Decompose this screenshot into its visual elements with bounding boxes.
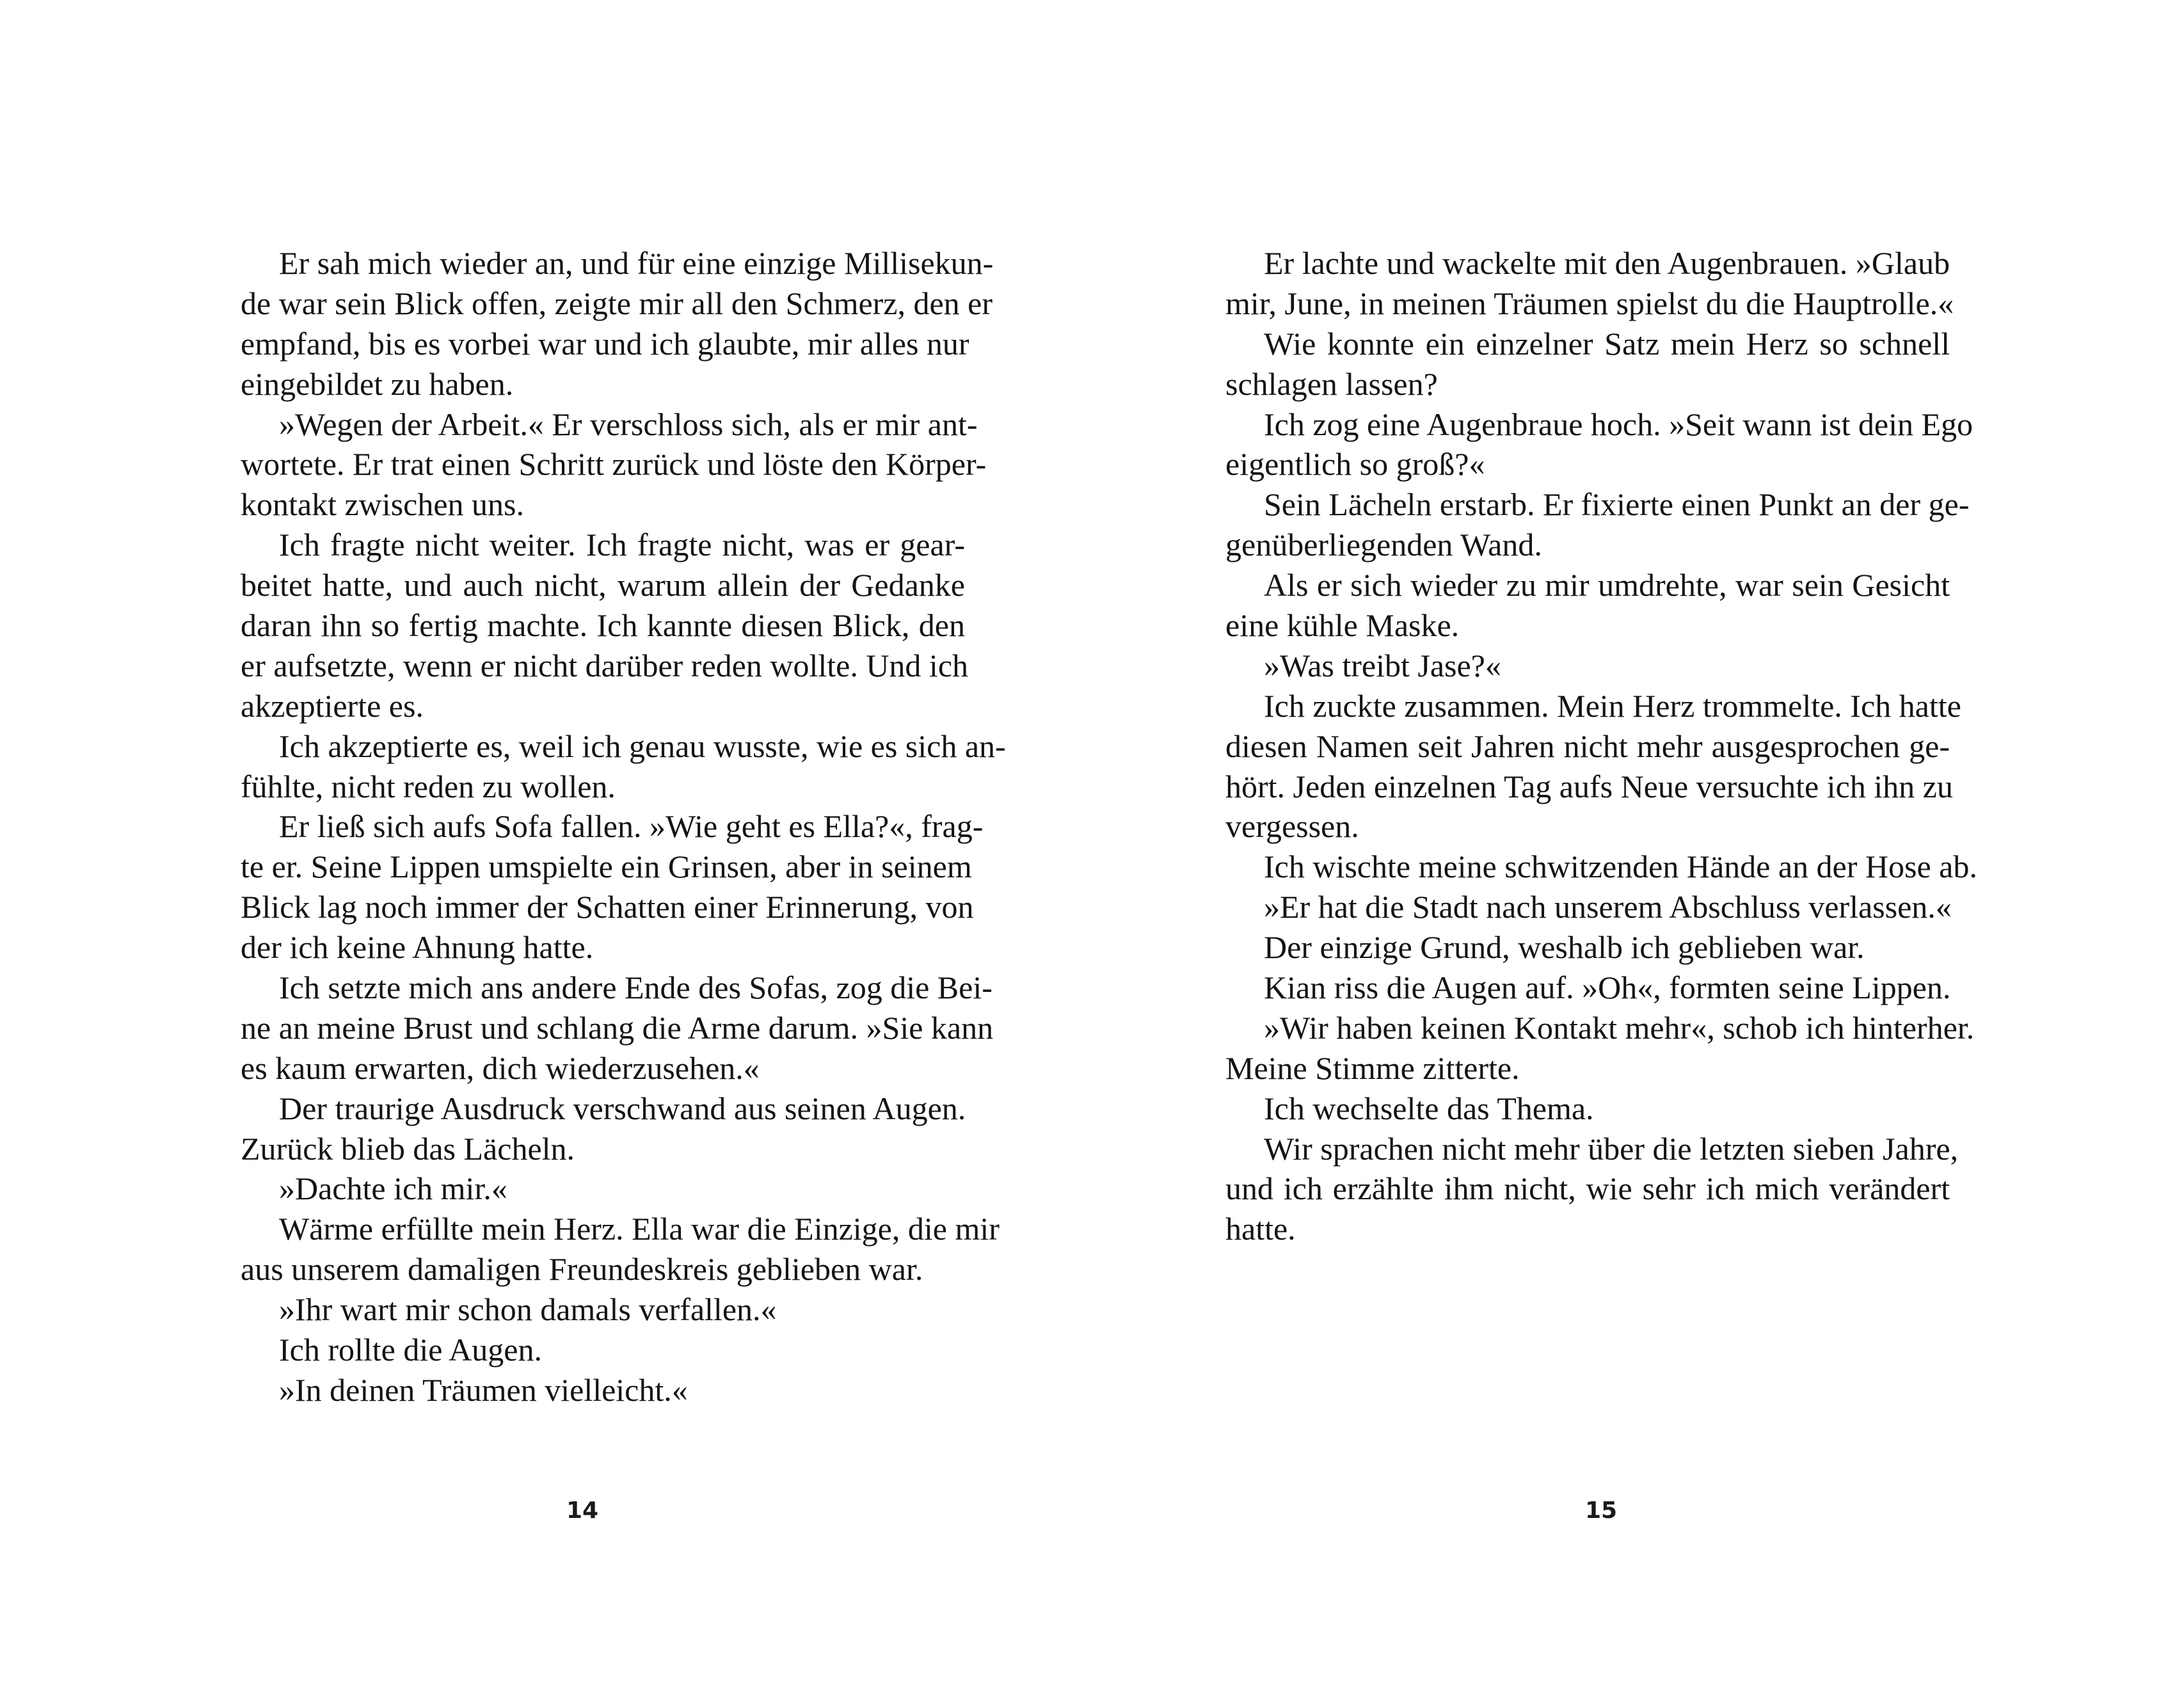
text-line: hört. Jeden einzelnen Tag aufs Neue versuchte ich ihn zu bbox=[1225, 768, 1953, 804]
text-line: Als er sich wieder zu mir umdrehte, war sein Gesicht bbox=[1264, 567, 1950, 603]
paragraph bbox=[241, 1370, 965, 1410]
text-line: Er sah mich wieder an, und für eine einzige Millisekun- bbox=[279, 245, 994, 281]
text-line: ne an meine Brust und schlang die Arme darum. »Sie kann bbox=[241, 1009, 994, 1046]
paragraph bbox=[241, 1169, 965, 1209]
text-line: Der einzige Grund, weshalb ich geblieben war. bbox=[1264, 929, 1865, 966]
text-line: Kian riss die Augen auf. »Oh«, formten seine Lippen. bbox=[1264, 970, 1951, 1006]
paragraph bbox=[241, 806, 984, 968]
text-line: genüberliegenden Wand. bbox=[1225, 527, 1542, 563]
text-line: hatte. bbox=[1225, 1211, 1296, 1247]
paragraph bbox=[1225, 1129, 1959, 1250]
paragraph bbox=[1225, 968, 1950, 1008]
paragraph bbox=[241, 968, 994, 1089]
paragraph bbox=[241, 1289, 965, 1330]
text-line: kontakt zwischen uns. bbox=[241, 486, 524, 523]
text-line: Ich zuckte zusammen. Mein Herz trommelte. Ich hatte bbox=[1264, 687, 1961, 724]
text-line: Er ließ sich aufs Sofa fallen. »Wie geht es Ella?«, frag- bbox=[279, 808, 984, 845]
text-line: akzeptierte es. bbox=[241, 687, 424, 724]
text-line: fühlte, nicht reden zu wollen. bbox=[241, 768, 616, 804]
page-number-left: 14 bbox=[566, 1497, 599, 1524]
text-line: te er. Seine Lippen umspielte ein Grinsen, aber in seinem bbox=[241, 849, 972, 885]
text-line: eine kühle Maske. bbox=[1225, 607, 1460, 644]
paragraph bbox=[1225, 565, 1950, 646]
text-line: Ich wischte meine schwitzenden Hände an der Hose ab. bbox=[1264, 849, 1977, 885]
text-line: »Wegen der Arbeit.« Er verschloss sich, als er mir ant- bbox=[279, 406, 978, 442]
right-page-text bbox=[1225, 243, 1977, 1249]
page-number-right: 15 bbox=[1584, 1497, 1618, 1524]
text-line: diesen Namen seit Jahren nicht mehr ausgesprochen ge- bbox=[1225, 728, 1950, 764]
paragraph bbox=[1225, 484, 1970, 565]
text-line: Blick lag noch immer der Schatten einer Erinnerung, von bbox=[241, 889, 974, 925]
paragraph bbox=[241, 1330, 965, 1370]
text-line: der ich keine Ahnung hatte. bbox=[241, 929, 594, 966]
text-line: Meine Stimme zitterte. bbox=[1225, 1050, 1520, 1086]
text-line: »Dachte ich mir.« bbox=[279, 1170, 507, 1207]
paragraph bbox=[1225, 404, 1974, 485]
text-line: »Er hat die Stadt nach unserem Abschluss verlassen.« bbox=[1264, 889, 1952, 925]
text-line: »Was treibt Jase?« bbox=[1264, 647, 1501, 683]
text-line: daran ihn so fertig machte. Ich kannte diesen Blick, den bbox=[241, 607, 965, 644]
paragraph bbox=[241, 1089, 965, 1169]
paragraph bbox=[1225, 1089, 1950, 1129]
text-line: er aufsetzte, wenn er nicht darüber reden wollte. Und ich bbox=[241, 647, 969, 683]
text-line: »In deinen Träumen vielleicht.« bbox=[279, 1371, 688, 1408]
paragraph bbox=[241, 726, 1006, 807]
paragraph bbox=[241, 525, 969, 726]
text-line: aus unserem damaligen Freundeskreis geblieben war. bbox=[241, 1251, 923, 1288]
text-line: vergessen. bbox=[1225, 808, 1359, 845]
text-line: Ich zog eine Augenbraue hoch. »Seit wann ist dein Ego bbox=[1264, 406, 1974, 442]
text-line: Ich rollte die Augen. bbox=[279, 1332, 542, 1368]
text-line: »Wir haben keinen Kontakt mehr«, schob ich hinterher. bbox=[1264, 1009, 1975, 1046]
paragraph bbox=[1225, 847, 1977, 887]
paragraph bbox=[1225, 686, 1961, 847]
text-line: eigentlich so groß?« bbox=[1225, 446, 1485, 483]
text-line: Ich fragte nicht weiter. Ich fragte nicht, was er gear- bbox=[279, 527, 965, 563]
text-line: schlagen lassen? bbox=[1225, 365, 1438, 402]
text-line: Wir sprachen nicht mehr über die letzten sieben Jahre, bbox=[1264, 1130, 1959, 1167]
text-line: Zurück blieb das Lächeln. bbox=[241, 1130, 575, 1167]
text-line: und ich erzählte ihm nicht, wie sehr ich mich verändert bbox=[1225, 1170, 1950, 1207]
paragraph bbox=[1225, 927, 1950, 968]
paragraph bbox=[241, 243, 994, 404]
text-line: de war sein Blick offen, zeigte mir all den Schmerz, den er bbox=[241, 285, 993, 321]
paragraph bbox=[241, 404, 987, 525]
text-line: eingebildet zu haben. bbox=[241, 365, 514, 402]
paragraph bbox=[1225, 1008, 1975, 1089]
text-line: »Ihr wart mir schon damals verfallen.« bbox=[279, 1291, 777, 1328]
text-line: Ich setzte mich ans andere Ende des Sofas, zog die Bei- bbox=[279, 970, 993, 1006]
paragraph bbox=[1225, 887, 1950, 927]
left-page-text bbox=[241, 243, 1006, 1410]
text-line: Ich akzeptierte es, weil ich genau wusste, wie es sich an- bbox=[279, 728, 1006, 764]
text-line: Sein Lächeln erstarb. Er fixierte einen Punkt an der ge- bbox=[1264, 486, 1970, 523]
text-line: mir, June, in meinen Träumen spielst du die Hauptrolle.« bbox=[1225, 285, 1954, 321]
paragraph bbox=[241, 1209, 1000, 1289]
paragraph bbox=[1225, 243, 1954, 324]
text-line: Ich wechselte das Thema. bbox=[1264, 1090, 1594, 1126]
paragraph bbox=[1225, 646, 1950, 686]
text-line: wortete. Er trat einen Schritt zurück und löste den Körper- bbox=[241, 446, 987, 483]
text-line: Wie konnte ein einzelner Satz mein Herz so schnell bbox=[1264, 325, 1950, 362]
text-line: empfand, bis es vorbei war und ich glaubte, mir alles nur bbox=[241, 325, 969, 362]
text-line: beitet hatte, und auch nicht, warum allein der Gedanke bbox=[241, 567, 965, 603]
text-line: Wärme erfüllte mein Herz. Ella war die Einzige, die mir bbox=[279, 1211, 1000, 1247]
text-line: es kaum erwarten, dich wiederzusehen.« bbox=[241, 1050, 760, 1086]
text-line: Der traurige Ausdruck verschwand aus seinen Augen. bbox=[279, 1090, 966, 1126]
text-line: Er lachte und wackelte mit den Augenbrauen. »Glaub bbox=[1264, 245, 1950, 281]
paragraph bbox=[1225, 324, 1950, 404]
